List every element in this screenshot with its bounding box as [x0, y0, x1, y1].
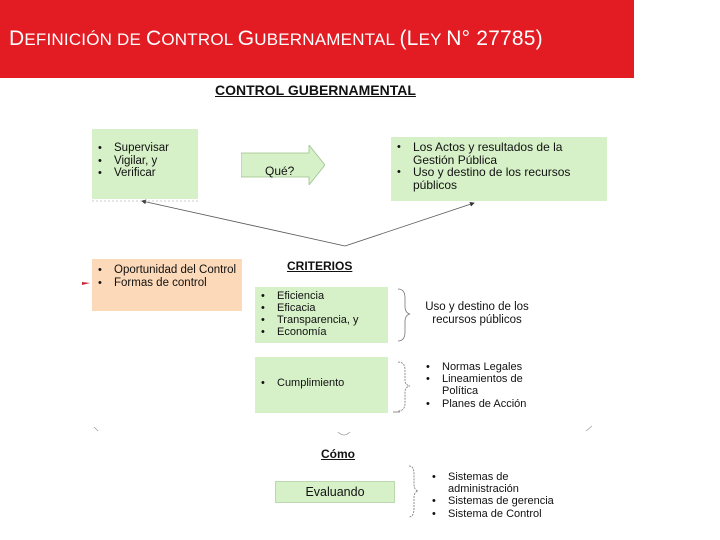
list-item: • Normas Legales	[422, 361, 542, 373]
title-part: EFINICIÓN DE	[24, 30, 146, 49]
brace-sistemas	[409, 466, 418, 517]
list-item: • Oportunidad del Control	[92, 264, 242, 277]
list-item: • Verificar	[92, 167, 198, 180]
evaluando-box: Evaluando	[275, 481, 395, 503]
title-part: D	[9, 27, 25, 50]
title-part: G	[237, 27, 255, 50]
actions-box	[92, 129, 198, 199]
slide-title	[9, 27, 543, 51]
small-pointer	[82, 282, 90, 285]
como-label: Cómo	[321, 447, 355, 461]
list-item: • Planes de Acción	[422, 398, 542, 410]
diagram-title: CONTROL GUBERNAMENTAL	[215, 82, 416, 98]
title-part: N° 27785)	[446, 27, 543, 50]
small-mark-right	[586, 426, 592, 431]
list-item: • Supervisar	[92, 142, 198, 155]
cumplimiento-items	[255, 377, 388, 390]
cumplimiento-box	[255, 357, 388, 413]
title-part: ONTROL	[161, 30, 238, 49]
list-item: • Eficacia	[255, 302, 388, 314]
small-mark-mid	[338, 432, 350, 435]
list-item: • Lineamientos de Política	[422, 373, 542, 397]
oportunidad-box	[92, 259, 242, 311]
connector-right	[345, 203, 474, 246]
small-mark-left	[94, 427, 98, 431]
title-part: (L	[399, 27, 419, 50]
list-item: • Sistemas de administración	[428, 471, 578, 495]
brace-criterios	[398, 289, 410, 341]
criterios-box	[255, 287, 388, 343]
criterios-note: Uso y destino de los recursos públicos	[425, 301, 529, 326]
object-list	[391, 141, 607, 191]
brace-cumplimiento	[398, 362, 410, 411]
title-part: C	[145, 27, 162, 50]
list-item: • Economía	[255, 326, 388, 338]
cumplimiento-list	[422, 361, 542, 410]
list-item: • Vigilar, y	[92, 155, 198, 168]
que-label: Qué?	[265, 164, 295, 178]
connector-left	[142, 201, 345, 246]
oportunidad-list	[92, 264, 242, 289]
list-item: • Sistemas de gerencia	[428, 495, 578, 507]
object-box	[391, 137, 607, 201]
criterios-label: CRITERIOS	[287, 259, 353, 273]
list-item: • Uso y destino de los recursos públicos	[391, 166, 607, 191]
list-item: • Cumplimiento	[255, 377, 388, 390]
title-part: UBERNAMENTAL	[254, 30, 400, 49]
sistemas-list	[428, 471, 578, 520]
list-item: • Eficiencia	[255, 290, 388, 302]
list-item: • Formas de control	[92, 277, 242, 290]
list-item: • Sistema de Control	[428, 508, 578, 520]
actions-list	[92, 142, 198, 180]
criterios-list	[255, 290, 388, 338]
list-item: • Transparencia, y	[255, 314, 388, 326]
title-part: EY	[418, 30, 447, 49]
header-bar	[0, 0, 634, 78]
list-item: • Los Actos y resultados de la Gestión Pública	[391, 141, 607, 166]
